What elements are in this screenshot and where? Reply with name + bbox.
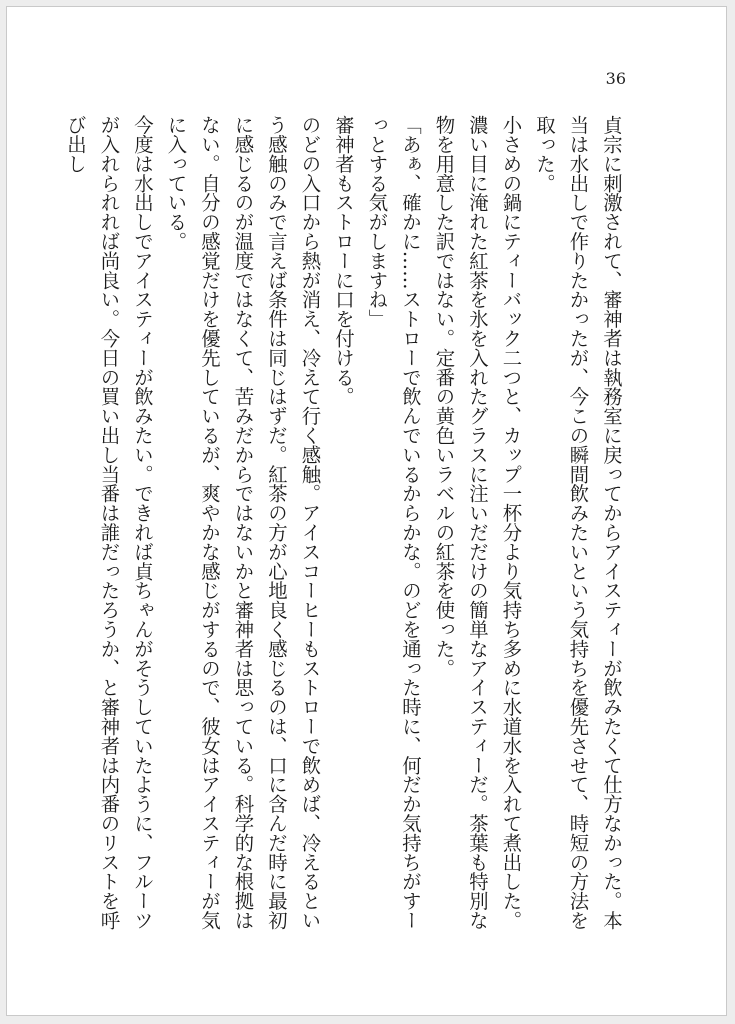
page-number: 36 [605, 69, 626, 88]
paragraph-1: 貞宗に刺激されて、審神者は執務室に戻ってからアイスティーが飲みたくて仕方なかった。本当は水出しで作りたかったが、今この瞬間飲みたいという気持ちを優先させて、時短の方法を取った。 [533, 115, 623, 930]
paragraph-5: のどの入口から熱が消え、冷えて行く感触。アイスコーヒーもストローで飲めば、冷えるという感触のみで言えば条件は同じはずだ。紅茶の方が心地良く感じるのは、口に含んだ時に最初に感じるのが温度ではなくて、苦みだからではないかと審神者は思っている。科学的な根拠はない。自分の感覚だけを優先しているが、爽やかな感じがするので、彼女はアイスティーが気に入っている。 [164, 115, 322, 930]
paragraph-2: 小さめの鍋にティーバック二つと、カップ一杯分より気持ち多めに水道水を入れて煮出した。濃い目に淹れた紅茶を氷を入れたグラスに注いだだけの簡単なアイスティーだ。茶葉も特別な物を用意した訳ではない。定番の黄色いラベルの紅茶を使った。 [432, 115, 523, 930]
body-text [59, 115, 629, 945]
paragraph-3: 「あぁ、確かに……ストローで飲んでいるからかな。のどを通った時に、何だか気持ちがすーっとする気がしますね」 [365, 115, 422, 930]
book-page [6, 6, 727, 1016]
paragraph-6: 今度は水出しでアイスティーが飲みたい。できれば貞ちゃんがそうしていたように、フルーツが入れられれば尚良い。今日の買い出し当番は誰だったろうか、と審神者は内番のリストを呼び出し [64, 115, 154, 930]
paragraph-4: 審神者もストローに口を付ける。 [332, 115, 355, 406]
